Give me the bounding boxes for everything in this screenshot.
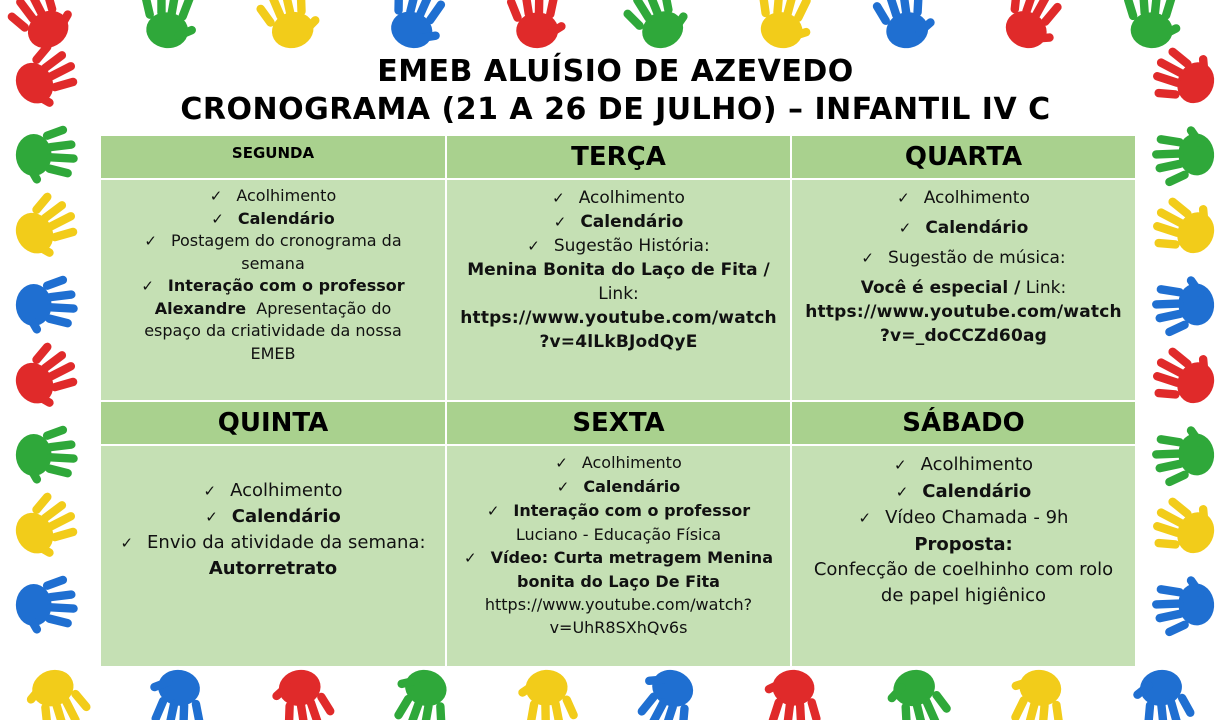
- hand-icon: [142, 665, 211, 720]
- hand-icon: [1143, 37, 1225, 118]
- hand-icon: [1150, 273, 1217, 339]
- hand-icon: [991, 0, 1073, 59]
- check-icon: ✓: [555, 454, 568, 472]
- hand-icon: [1128, 665, 1197, 720]
- hand-icon: [251, 0, 326, 56]
- video-link[interactable]: https://www.youtube.com/watch ?v=_doCCZd60ag: [805, 302, 1122, 346]
- hand-icon: [16, 125, 78, 186]
- header-sabado: SÁBADO: [792, 402, 1135, 444]
- check-icon: ✓: [895, 482, 909, 501]
- hand-icon: [748, 0, 820, 54]
- hand-icon: [880, 662, 956, 720]
- schedule-title: CRONOGRAMA (21 A 26 DE JULHO) – INFANTIL IV C: [180, 92, 1051, 127]
- hand-icon: [16, 275, 78, 336]
- check-icon: ✓: [203, 482, 217, 500]
- hand-icon: [1143, 487, 1225, 568]
- check-icon: ✓: [897, 189, 910, 207]
- cell-sabado: ✓ Acolhimento ✓ Calendário ✓ Vídeo Chamada - 9h Proposta: Confecção de coelhinho com rolo de papel higiênico: [792, 446, 1135, 666]
- hand-icon: [4, 35, 88, 118]
- check-icon: ✓: [464, 549, 477, 567]
- hand-icon: [384, 662, 460, 720]
- header-sexta: SEXTA: [447, 402, 790, 444]
- cell-quarta: ✓ Acolhimento ✓ Calendário ✓ Sugestão de música: Você é especial / Link: https://www.youtube.com/watch ?v=_doCCZd60ag: [792, 180, 1135, 400]
- check-icon: ✓: [120, 534, 134, 552]
- hand-icon: [1150, 123, 1217, 189]
- hand-icon: [135, 0, 203, 52]
- video-link[interactable]: https://www.youtube.com/watch? v=UhR8SXhQv6s: [484, 595, 753, 637]
- story-title: Menina Bonita do Laço de Fita /: [467, 260, 770, 280]
- hand-icon: [4, 485, 88, 568]
- header-terca: TERÇA: [447, 136, 790, 178]
- hand-icon: [515, 668, 580, 720]
- school-title: EMEB ALUÍSIO DE AZEVEDO: [377, 54, 854, 89]
- song-title: Você é especial /: [860, 278, 1021, 298]
- cell-quinta: ✓ Acolhimento ✓ Calendário ✓ Envio da atividade da semana: Autorretrato: [101, 446, 445, 666]
- hand-icon: [1143, 337, 1225, 418]
- cell-terca: ✓ Acolhimento ✓ Calendário ✓ Sugestão História: Menina Bonita do Laço de Fita / Link: https://www.youtube.com/watch ?v=4lLkBJodQyE: [447, 180, 790, 400]
- check-icon: ✓: [211, 209, 224, 228]
- check-icon: ✓: [553, 213, 567, 231]
- check-icon: ✓: [144, 232, 157, 250]
- hand-icon: [1002, 664, 1074, 720]
- check-icon: ✓: [486, 502, 500, 520]
- hand-icon: [760, 668, 825, 720]
- check-icon: ✓: [209, 187, 223, 205]
- hand-icon: [869, 0, 940, 54]
- hand-icon: [16, 425, 78, 486]
- check-icon: ✓: [205, 508, 218, 526]
- hand-icon: [377, 0, 456, 57]
- schedule-table: [101, 136, 1131, 660]
- hand-icon: [1150, 423, 1217, 489]
- hand-icon: [16, 575, 78, 636]
- hand-icon: [1150, 573, 1217, 639]
- hand-icon: [1120, 0, 1184, 50]
- header-quinta: QUINTA: [101, 402, 445, 444]
- header-segunda: SEGUNDA: [101, 136, 445, 178]
- hand-icon: [4, 185, 88, 268]
- check-icon: ✓: [141, 277, 154, 295]
- hand-icon: [627, 659, 708, 720]
- header-quarta: QUARTA: [792, 136, 1135, 178]
- hand-icon: [1143, 187, 1225, 268]
- check-icon: ✓: [556, 478, 570, 496]
- check-icon: ✓: [858, 509, 872, 527]
- hand-icon: [616, 0, 697, 59]
- video-link[interactable]: https://www.youtube.com/watch ?v=4lLkBJodQyE: [460, 308, 777, 352]
- check-icon: ✓: [898, 219, 912, 237]
- hand-icon: [4, 335, 88, 418]
- check-icon: ✓: [527, 237, 540, 255]
- activity-title: Autorretrato: [208, 558, 338, 579]
- check-icon: ✓: [861, 249, 874, 267]
- hand-icon: [267, 664, 339, 720]
- cell-sexta: ✓ Acolhimento ✓ Calendário ✓ Interação com o professor Luciano - Educação Física ✓ Vídeo: Curta metragem Menina bonita do Laço De Fita https://www.youtube.com/watch? v=UhR8SXhQv6s: [447, 446, 790, 666]
- check-icon: ✓: [894, 456, 907, 474]
- hand-icon: [505, 0, 568, 49]
- check-icon: ✓: [552, 189, 565, 207]
- hand-icon: [18, 661, 96, 720]
- cell-segunda: ✓ Acolhimento ✓ Calendário ✓ Postagem do cronograma da semana ✓ Interação com o professor Alexandre Apresentação do espaço da criatividade da nossa EMEB: [101, 180, 445, 400]
